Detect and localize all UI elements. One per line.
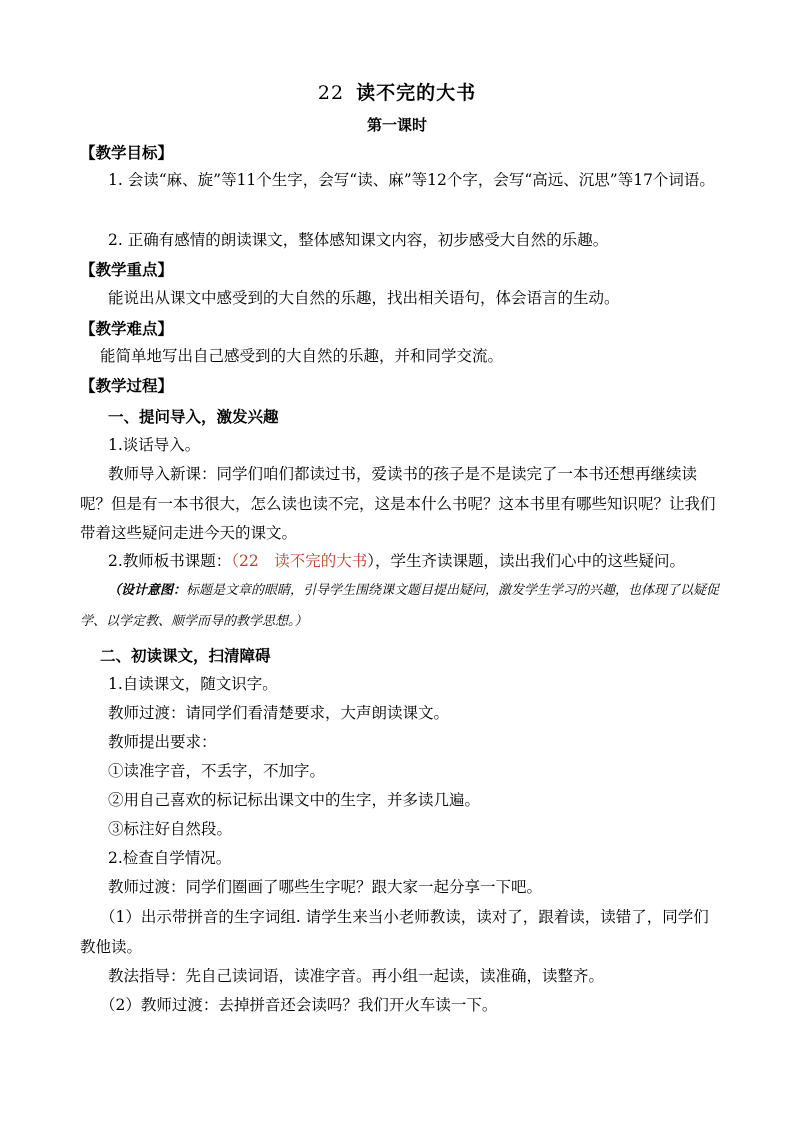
part2-step-3: 教师提出要求： — [108, 733, 217, 751]
lesson-title-text: 读不完的大书 — [356, 82, 477, 104]
part2-step-1: 1.自读课文，随文识字。 — [108, 675, 278, 693]
design-intent-text: 标题是文章的眼睛，引导学生围绕课文题目提出疑问，激发学生学习的兴趣，也体现了以疑促学、以学定教、顺学而导的教学思想。） — [80, 583, 720, 629]
part1-step-3 — [80, 547, 720, 577]
section-heading-process: 【教学过程】 — [80, 376, 174, 395]
part2-step-11: （2）教师过渡：去掉拼音还会读吗？我们开火车读一下。 — [100, 996, 498, 1014]
part2-step-10: 教法指导：先自己读词语，读准字音。再小组一起读，读准确，读整齐。 — [108, 967, 605, 985]
lesson-number: 22 — [317, 82, 345, 104]
part2-step-7: 2.检查自学情况。 — [108, 849, 232, 867]
goal-paragraph-2: 2. 正确有感情的朗读课文，整体感知课文内容，初步感受大自然的乐趣。 — [108, 231, 609, 249]
design-intent-label: （设计意图： — [108, 583, 187, 598]
part2-step-2: 教师过渡：请同学们看清楚要求，大声朗读课文。 — [108, 704, 450, 722]
part1-step-1: 1.谈话导入。 — [108, 436, 201, 454]
part2-step-8: 教师过渡：同学们圈画了哪些生字呢？跟大家一起分享一下吧。 — [108, 878, 543, 896]
lesson-title — [0, 80, 794, 106]
difficulty-paragraph: 能简单地写出自己感受到的大自然的乐趣，并和同学交流。 — [100, 347, 504, 365]
part1-step-3-suffix: ），学生齐读课题，读出我们心中的这些疑问。 — [367, 552, 686, 570]
section-heading-difficulty: 【教学难点】 — [80, 319, 174, 338]
board-title-red: （22 读不完的大书 — [231, 552, 368, 570]
part2-step-9: （1）出示带拼音的生字词组. 请学生来当小老师教读，读对了，跟着读，读错了，同学们教他读。 — [80, 908, 709, 956]
section-heading-goals: 【教学目标】 — [80, 143, 174, 162]
key-paragraph: 能说出从课文中感受到的大自然的乐趣，找出相关语句，体会语言的生动。 — [108, 289, 620, 307]
part1-heading: 一、提问导入，激发兴趣 — [108, 407, 279, 426]
part2-step-5: ②用自己喜欢的标记标出课文中的生字，并多读几遍。 — [108, 791, 481, 809]
part1-step-3-prefix: 2.教师板书课题： — [108, 552, 232, 570]
part2-step-4: ①读准字音，不丢字，不加字。 — [108, 762, 326, 780]
section-heading-key: 【教学重点】 — [80, 260, 174, 279]
design-intent-note — [80, 575, 720, 637]
part2-heading: 二、初读课文，扫清障碍 — [100, 646, 271, 665]
lesson-subtitle: 第一课时 — [366, 116, 427, 134]
goal-paragraph-1: 1. 会读“麻、旋”等11个生字，会写“读、麻”等12个字，会写“高远、沉思”等17个词语。 — [108, 171, 715, 189]
part2-step-6: ③标注好自然段。 — [108, 820, 233, 838]
part1-step-2: 教师导入新课：同学们咱们都读过书，爱读书的孩子是不是读完了一本书还想再继续读呢？但是有一本书很大，怎么读也读不完，这是本什么书呢？这本书里有哪些知识呢？让我们带着这些疑问走进今天的课文。 — [80, 465, 716, 542]
